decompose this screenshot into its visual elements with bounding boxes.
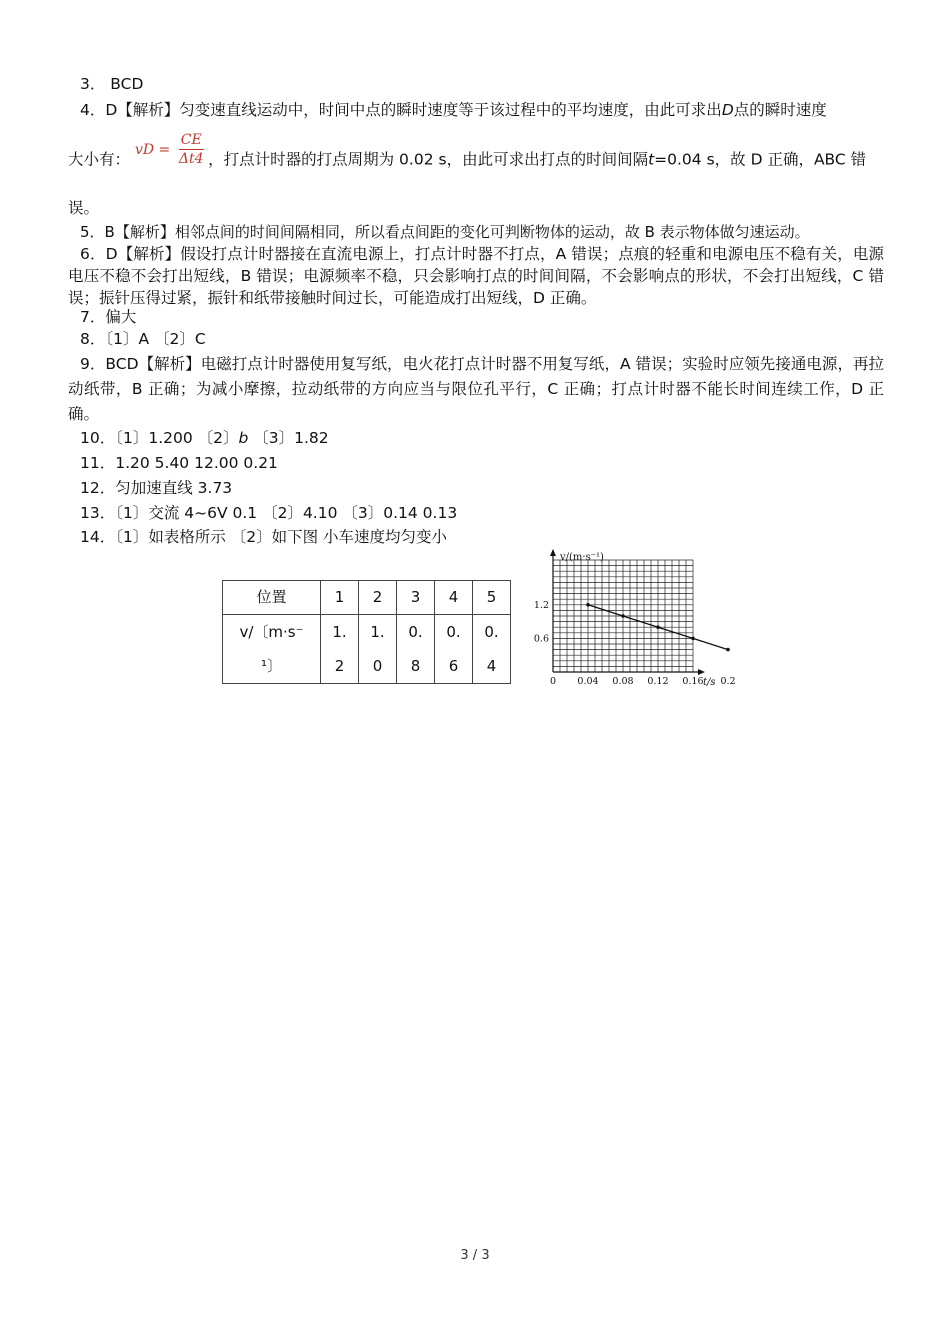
chart-axes (550, 549, 705, 675)
cell-bottom: 0 (372, 657, 383, 675)
chart-y-label: v/(m·s⁻¹) (560, 552, 604, 563)
answer-4-var-d: D (721, 101, 734, 119)
answer-10-tail: 〔3〕1.82 (248, 429, 329, 447)
table-header-cell: 位置 (223, 581, 321, 615)
formula-fraction (179, 131, 204, 168)
y-tick-label: 0.6 (533, 633, 549, 645)
table-row (223, 615, 511, 684)
answer-13 (80, 502, 884, 524)
answer-4-line1 (80, 99, 884, 121)
answer-7 (80, 306, 884, 328)
x-tick-label: 0.04 (577, 676, 599, 687)
x-tick-label: 0 (549, 676, 557, 687)
answer-8 (80, 328, 884, 350)
cell-bottom: 2 (334, 657, 345, 675)
cell-bottom: 6 (448, 657, 459, 675)
row-label-bottom: ¹〕 (260, 657, 282, 675)
data-point (586, 603, 590, 607)
formula-denominator: Δt4 (178, 151, 204, 167)
answer-6-text: 6．D【解析】假设打点计时器接在直流电源上，打点计时器不打点，A 错误；点痕的轻重和电源电压不稳有关，电源电压不稳不会打出短线，B 错误；电源频率不稳，只会影响打点的时间间隔，不会影响点的形状，不会打出短线，C 错误；振针压得过紧，振针和纸带接触时间过长，可能造成打出短线，D 正确。 (68, 245, 884, 307)
data-point (726, 648, 730, 652)
answer-11 (80, 452, 884, 474)
answer-12-text: 12．匀加速直线 3.73 (80, 479, 233, 497)
x-axis-arrow (698, 669, 705, 675)
answer-4-end: 误。 (68, 199, 100, 217)
table-header-cell: 1 (321, 581, 359, 615)
answer-4-var-t: t (648, 150, 655, 169)
cell-top: 0. (446, 623, 461, 641)
answer-4-tail: 点的瞬时速度 (733, 101, 827, 119)
answer-14 (80, 526, 884, 548)
answer-6 (68, 243, 884, 309)
cell-top: 0. (408, 623, 423, 641)
answer-13-text: 13．〔1〕交流 4~6V 0.1 〔2〕4.10 〔3〕0.14 0.13 (80, 504, 458, 522)
answer-9-text: 9．BCD【解析】电磁打点计时器使用复写纸，电火花打点计时器不用复写纸，A 错误；实验时应领先接通电源，再拉动纸带，B 正确；为减小摩擦，拉动纸带的方向应当与限位孔平行，C 正确；打点计时器不能长时间连续工作，D 正确。 (68, 355, 884, 423)
answer-4-tail2: =0.04 s，故 D 正确，ABC 错 (654, 150, 867, 169)
answer-14-text: 14．〔1〕如表格所示 〔2〕如下图 小车速度均匀变小 (80, 528, 448, 546)
answer-11-text: 11．1.20 5.40 12.00 0.21 (80, 454, 278, 472)
answer-3-text: 3． BCD (80, 75, 144, 93)
table-header-cell: 4 (435, 581, 473, 615)
answer-10-text: 10．〔1〕1.200 〔2〕 (80, 429, 239, 447)
x-tick-label: 0.2 (720, 676, 736, 687)
answer-3 (80, 73, 884, 95)
table-cell (435, 615, 473, 684)
velocity-time-chart (530, 545, 736, 690)
answer-4-mid: ，打点计时器的打点周期为 0.02 s，由此可求出打点的时间间隔 (208, 150, 649, 169)
answer-7-text: 7．偏大 (80, 308, 137, 326)
x-tick-label: 0.12 (647, 676, 669, 687)
formula-lhs: vD = (134, 141, 171, 158)
table-cell (359, 615, 397, 684)
cell-top: 1. (332, 623, 347, 641)
y-tick-label: 1.2 (533, 599, 549, 611)
answer-4-prefix: 大小有： (68, 150, 131, 169)
answer-4-text: 4．D【解析】匀变速直线运动中，时间中点的瞬时速度等于该过程中的平均速度，由此可求出 (80, 101, 722, 119)
answer-10 (80, 427, 884, 449)
data-point (691, 637, 695, 641)
answer-10-var-b: b (238, 429, 249, 447)
page-number: 3 / 3 (460, 1248, 490, 1263)
table-header-cell: 2 (359, 581, 397, 615)
table-row-label (223, 615, 321, 684)
velocity-table (222, 580, 511, 684)
y-axis-arrow (550, 549, 556, 556)
answer-5-text: 5．B【解析】相邻点间的时间间隔相同，所以看点间距的变化可判断物体的运动，故 B 表示物体做匀速运动。 (80, 223, 810, 241)
cell-top: 1. (370, 623, 385, 641)
formula-numerator: CE (180, 132, 202, 148)
answer-12 (80, 477, 884, 499)
answer-8-text: 8．〔1〕A 〔2〕C (80, 330, 206, 348)
x-tick-label: 0.16 (682, 676, 704, 687)
answer-4-line3 (68, 197, 884, 219)
x-tick-label: 0.08 (612, 676, 634, 687)
table-header-cell: 5 (473, 581, 511, 615)
data-point (656, 625, 660, 629)
cell-bottom: 8 (410, 657, 421, 675)
table-cell (397, 615, 435, 684)
row-label-top: v/〔m·s⁻ (239, 623, 304, 641)
data-point (621, 614, 625, 618)
table-cell (473, 615, 511, 684)
table-cell (321, 615, 359, 684)
answer-4-line2 (68, 132, 884, 179)
chart-ticks (534, 600, 736, 687)
table-header-cell: 3 (397, 581, 435, 615)
cell-bottom: 4 (486, 657, 497, 675)
chart-x-label: t/s (703, 677, 716, 688)
table-header-row (223, 581, 511, 615)
cell-top: 0. (484, 623, 499, 641)
answer-5 (80, 221, 884, 243)
answer-9 (68, 352, 884, 427)
